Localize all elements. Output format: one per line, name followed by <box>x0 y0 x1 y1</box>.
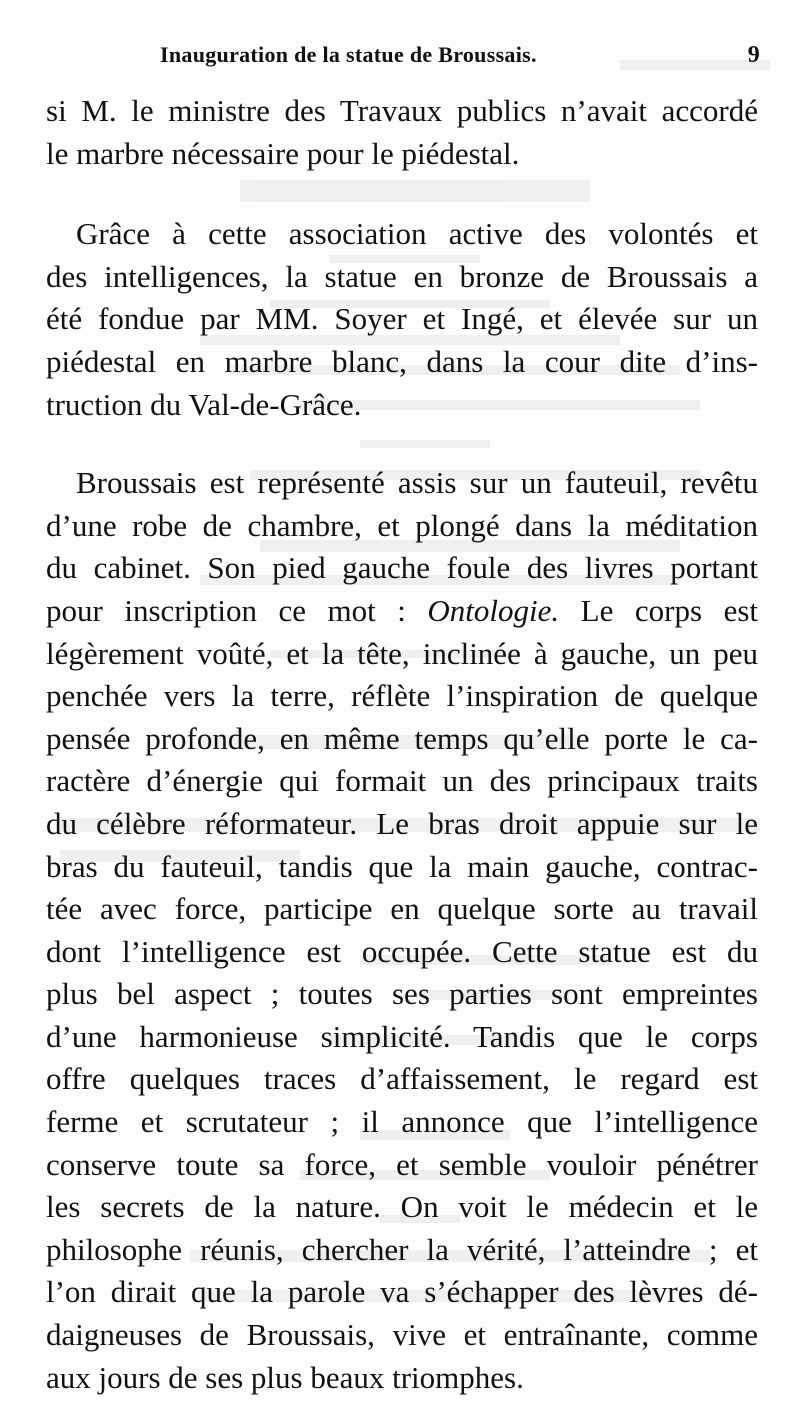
text-line: aux jours de ses plus beaux triomphes. <box>46 1359 524 1395</box>
paragraph <box>46 213 758 426</box>
text-line: Broussais est représenté assis sur un fauteuil, revêtu <box>76 465 758 501</box>
text-line: offre quelques traces d’affaissement, le regard est <box>46 1061 758 1097</box>
text-line: été fondue par MM. Soyer et Ingé, et élevée sur un <box>46 301 758 337</box>
text-line: bras du fauteuil, tandis que la main gauche, contrac- <box>46 848 758 884</box>
paragraph <box>46 462 758 1399</box>
text-line: penchée vers la terre, réflète l’inspiration de quelque <box>46 678 758 714</box>
text-line: légèrement voûté, et la tête, inclinée à gauche, un peu <box>46 635 758 671</box>
text-line: conserve toute sa force, et semble vouloir pénétrer <box>46 1146 758 1182</box>
running-title: Inauguration de la statue de Broussais. <box>160 42 537 67</box>
text-line: des intelligences, la statue en bronze de Broussais a <box>46 258 758 294</box>
text-line: piédestal en marbre blanc, dans la cour dite d’ins- <box>46 343 758 379</box>
text-line: si M. le ministre des Travaux publics n’avait accordé <box>46 93 758 128</box>
text-line: les secrets de la nature. On voit le médecin et le <box>46 1189 758 1225</box>
text-line: pensée profonde, en même temps qu’elle porte le ca- <box>46 720 758 756</box>
text-line: le marbre nécessaire pour le piédestal. <box>46 135 520 171</box>
text-line: ractère d’énergie qui formait un des principaux traits <box>46 763 758 799</box>
text-line: du cabinet. Son pied gauche foule des livres portant <box>46 550 758 586</box>
text-line: ferme et scrutateur ; il annonce que l’intelligence <box>46 1104 758 1140</box>
text-line: Grâce à cette association active des volontés et <box>76 216 758 252</box>
text-segment: pour inscription ce mot : <box>46 592 428 628</box>
text-line: daigneuses de Broussais, vive et entraînante, comme <box>46 1317 758 1353</box>
text-line: d’une robe de chambre, et plongé dans la méditation <box>46 507 758 543</box>
running-head <box>160 38 760 78</box>
paragraph <box>46 90 758 175</box>
text-line: dont l’intelligence est occupée. Cette statue est du <box>46 933 758 969</box>
text-line: d’une harmonieuse simplicité. Tandis que le corps <box>46 1018 758 1054</box>
text-line: truction du Val-de-Grâce. <box>46 386 362 422</box>
text-line: tée avec force, participe en quelque sorte au travail <box>46 891 758 927</box>
text-line: l’on dirait que la parole va s’échapper des lèvres dé- <box>46 1274 758 1310</box>
italic-word: Ontologie. <box>427 592 560 628</box>
text-line-with-italic <box>46 590 758 633</box>
text-line: philosophe réunis, chercher la vérité, l’atteindre ; et <box>46 1231 758 1267</box>
text-line: plus bel aspect ; toutes ses parties sont empreintes <box>46 976 758 1012</box>
page-number: 9 <box>747 42 760 68</box>
body-text <box>46 90 758 1399</box>
text-line: du célèbre réformateur. Le bras droit appuie sur le <box>46 805 758 841</box>
text-segment: Le corps est <box>559 592 759 628</box>
